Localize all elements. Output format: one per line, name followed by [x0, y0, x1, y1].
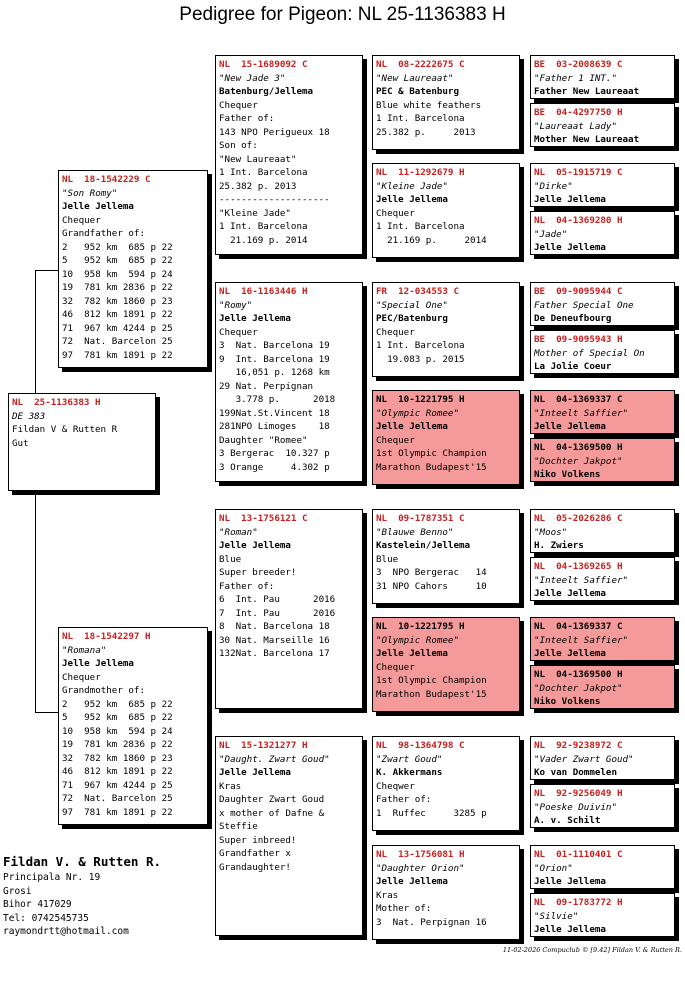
ring-number: NL 05-1915719 C	[534, 167, 623, 178]
owner-name: Father New Laureaat	[534, 86, 640, 97]
detail-line: Mother of:	[376, 903, 432, 914]
detail-line: 3 Orange 4.302 p	[219, 461, 330, 473]
detail-line: 3 Nat. Barcelona 19	[219, 340, 330, 351]
owner-name: De Deneufbourg	[534, 313, 612, 324]
detail-line: 1 Int. Barcelona	[376, 113, 465, 124]
ring-number: NL 04-1369337 C	[534, 394, 623, 405]
detail-line: Chequer	[376, 207, 415, 219]
detail-line: 19 781 km 2836 p 22	[62, 739, 173, 750]
owner-name: Jelle Jellema	[376, 648, 448, 659]
detail-line: Grandfather x	[219, 848, 291, 859]
detail-line: 1 Int. Barcelona	[376, 221, 465, 232]
great-grandparent-card[interactable]	[530, 282, 675, 326]
detail-line: 46 812 km 1891 p 22	[62, 309, 173, 320]
ring-number: NL 16-1163446 H	[219, 286, 308, 297]
detail-line: 5 952 km 685 p 22	[62, 712, 173, 723]
pigeon-name: "Special One"	[376, 299, 448, 311]
sss-card[interactable]	[372, 55, 520, 150]
ring-number: NL 01-1110401 C	[534, 849, 623, 860]
detail-line: Cheqwer	[376, 780, 415, 792]
pigeon-name: "Roman"	[219, 526, 258, 538]
sire-dam-card[interactable]	[215, 282, 363, 482]
ring-number: NL 10-1221795 H	[376, 621, 465, 632]
detail-line: Fildan V & Rutten R	[12, 424, 118, 435]
pigeon-name: "Olympic Romee"	[376, 407, 459, 419]
ring-number: NL 10-1221795 H	[376, 394, 465, 405]
breeder-email: raymondrtt@hotmail.com	[3, 926, 129, 937]
detail-line: 10 958 km 594 p 24	[62, 268, 173, 280]
ddd-card[interactable]	[372, 845, 520, 940]
detail-line: 25.382 p. 2013	[219, 180, 297, 192]
detail-line: Blue	[219, 553, 242, 565]
ring-number: NL 04-1369500 H	[534, 669, 623, 680]
ring-number: NL 13-1756121 C	[219, 513, 308, 524]
detail-line: Super inbreed!	[219, 834, 297, 846]
breeder-address-line: Grosi	[3, 885, 32, 897]
ring-number: NL 98-1364798 C	[376, 740, 465, 751]
great-grandparent-card[interactable]	[530, 736, 675, 780]
ring-number: BE 04-4297750 H	[534, 107, 623, 118]
ring-number: BE 09-9095943 H	[534, 334, 623, 345]
pigeon-name: "Orion"	[534, 862, 573, 874]
detail-line: Marathon Budapest'15	[376, 461, 487, 473]
ring-number: NL 92-9238972 C	[534, 740, 623, 751]
owner-name: Jelle Jellema	[62, 658, 134, 669]
detail-line: Blue white feathers	[376, 99, 482, 111]
pigeon-name: "New Jade 3"	[219, 72, 286, 84]
pigeon-name: "Dochter Jakpot"	[534, 682, 623, 694]
detail-line: 72 Nat. Barcelon 25	[62, 793, 173, 804]
connector-line	[35, 490, 36, 712]
breeder-name: Fildan V. & Rutten R.	[3, 854, 162, 869]
ring-number: NL 09-1787351 C	[376, 513, 465, 524]
dsd-card[interactable]	[372, 617, 520, 712]
detail-line: 29 Nat. Perpignan	[219, 380, 314, 392]
detail-line: 21.169 p. 2014	[219, 234, 308, 246]
detail-line: 3 Nat. Perpignan 16	[376, 916, 487, 928]
pigeon-name: "Laureaat Lady"	[534, 120, 617, 132]
ring-number: NL 18-1542229 C	[62, 174, 151, 185]
owner-name: Mother New Laureaat	[534, 134, 640, 145]
detail-line: Kras	[376, 889, 399, 901]
detail-line: 2 952 km 685 p 22	[62, 698, 173, 710]
ring-number: NL 92-9256049 H	[534, 788, 623, 799]
detail-line: 32 782 km 1860 p 23	[62, 752, 173, 764]
detail-line: Father of:	[376, 794, 432, 805]
detail-line: 3.778 p. 2018	[219, 394, 336, 405]
detail-line: Grandaughter!	[219, 861, 291, 873]
detail-line: Grandfather of:	[62, 228, 145, 239]
pigeon-name: "Father 1 INT."	[534, 72, 617, 84]
owner-name: Niko Volkens	[534, 469, 601, 480]
owner-name: Jelle Jellema	[534, 242, 606, 253]
detail-line: Chequer	[376, 326, 415, 338]
pigeon-name: "Inteelt Saffier"	[534, 634, 629, 646]
detail-line: 1 Int. Barcelona	[219, 167, 308, 178]
pigeon-name: "Daughter Orion"	[376, 862, 465, 874]
breeder-address-line: Principala Nr. 19	[3, 872, 101, 883]
ssd-card[interactable]	[372, 163, 520, 258]
detail-line: 2 952 km 685 p 22	[62, 241, 173, 253]
detail-line: 8 Nat. Barcelona 18	[219, 621, 330, 632]
detail-line: Daughter Zwart Goud	[219, 794, 325, 805]
ring-number: BE 09-9095944 C	[534, 286, 623, 297]
detail-line: 30 Nat. Marseille 16	[219, 634, 330, 646]
detail-line: 1 Ruffec 3285 p	[376, 807, 487, 819]
detail-line: Daughter "Romee"	[219, 434, 308, 446]
detail-line: Chequer	[376, 661, 415, 673]
detail-line: Chequer	[219, 326, 258, 338]
pigeon-name: "Silvie"	[534, 910, 579, 922]
owner-name: PEC/Batenburg	[376, 313, 448, 324]
detail-line: 71 967 km 4244 p 25	[62, 322, 173, 334]
breeder-address-line: Bihor 417029	[3, 899, 72, 910]
detail-line: 25.382 p. 2013	[376, 126, 476, 138]
pigeon-name: "Dochter Jakpot"	[534, 455, 623, 467]
owner-name: Jelle Jellema	[376, 421, 448, 432]
pigeon-name: "Blauwe Benno"	[376, 526, 454, 538]
owner-name: PEC & Batenburg	[376, 86, 459, 97]
detail-line: 71 967 km 4244 p 25	[62, 779, 173, 791]
page-title: Pedigree for Pigeon: NL 25-1136383 H	[179, 4, 506, 25]
detail-line: 97 781 km 1891 p 22	[62, 806, 173, 818]
owner-name: K. Akkermans	[376, 767, 443, 778]
great-grandparent-card[interactable]	[530, 617, 675, 661]
breeder-phone: Tel: 0742545735	[3, 912, 89, 924]
ring-number: NL 15-1689092 C	[219, 59, 308, 70]
detail-line: 1 Int. Barcelona	[219, 221, 308, 232]
detail-line: 132Nat. Barcelona 17	[219, 648, 330, 659]
detail-line: Chequer	[376, 434, 415, 446]
detail-line: 19 781 km 2836 p 22	[62, 282, 173, 293]
detail-line: 19.083 p. 2015	[376, 353, 465, 365]
ring-number: NL 09-1783772 H	[534, 897, 623, 908]
sdd-card[interactable]	[372, 390, 520, 485]
owner-name: Jelle Jellema	[219, 540, 291, 551]
pigeon-name: DE 383	[12, 410, 46, 422]
ring-number: NL 18-1542297 H	[62, 631, 151, 642]
ring-number: NL 25-1136383 H	[12, 397, 101, 408]
pigeon-name: "Inteelt Saffier"	[534, 407, 629, 419]
dam-card[interactable]	[58, 627, 208, 825]
detail-line: 32 782 km 1860 p 23	[62, 295, 173, 307]
pigeon-name: Father Special One	[534, 299, 634, 311]
ring-number: NL 11-1292679 H	[376, 167, 465, 178]
ring-number: NL 13-1756081 H	[376, 849, 465, 860]
detail-line: Father of:	[219, 113, 275, 124]
pigeon-name: "Vader Zwart Goud"	[534, 753, 634, 765]
sire-sire-card[interactable]	[215, 55, 363, 255]
owner-name: Jelle Jellema	[376, 194, 448, 205]
connector-line	[35, 270, 36, 395]
detail-line: x mother of Dafne &	[219, 807, 325, 819]
great-grandparent-card[interactable]	[530, 390, 675, 434]
pigeon-name: "Romy"	[219, 299, 253, 311]
pigeon-name: "Kleine Jade"	[376, 180, 448, 192]
detail-line: Chequer	[62, 671, 101, 683]
detail-line: 72 Nat. Barcelon 25	[62, 336, 173, 347]
owner-name: H. Zwiers	[534, 540, 584, 551]
pigeon-name: Mother of Special On	[534, 347, 645, 359]
detail-line: Chequer	[219, 99, 258, 111]
breeder-info	[3, 853, 161, 939]
great-grandparent-card[interactable]	[530, 103, 675, 147]
detail-line: 31 NPO Cahors 10	[376, 580, 487, 592]
detail-line: 10 958 km 594 p 24	[62, 725, 173, 737]
pigeon-name: "Poeske Duivin"	[534, 801, 617, 813]
detail-line: 6 Int. Pau 2016	[219, 594, 336, 605]
owner-name: Jelle Jellema	[219, 767, 291, 778]
ring-number: NL 15-1321277 H	[219, 740, 308, 751]
pigeon-name: "Dirke"	[534, 180, 573, 192]
detail-line: 3 NPO Bergerac 14	[376, 567, 487, 578]
great-grandparent-card[interactable]	[530, 211, 675, 255]
pigeon-name: "Inteelt Saffier"	[534, 574, 629, 586]
detail-line: 1 Int. Barcelona	[376, 340, 465, 351]
detail-line: Father of:	[219, 580, 275, 592]
owner-name: A. v. Schilt	[534, 815, 601, 826]
detail-line: Grandmother of:	[62, 685, 145, 696]
sire-card[interactable]	[58, 170, 208, 368]
owner-name: Jelle Jellema	[534, 876, 606, 887]
detail-line: Gut	[12, 437, 29, 449]
detail-line: 1st Olympic Champion	[376, 448, 487, 459]
pigeon-name: "New Laureaat"	[376, 72, 454, 84]
dds-card[interactable]	[372, 736, 520, 831]
owner-name: Batenburg/Jellema	[219, 86, 314, 97]
detail-line: Steffie	[219, 821, 258, 832]
detail-line: 21.169 p. 2014	[376, 234, 487, 246]
ring-number: NL 04-1369500 H	[534, 442, 623, 453]
owner-name: Ko van Dommelen	[534, 767, 617, 778]
detail-line: Chequer	[62, 214, 101, 226]
owner-name: Jelle Jellema	[534, 194, 606, 205]
detail-line: "New Laureaat"	[219, 153, 297, 165]
detail-line: 281NPO Limoges 18	[219, 421, 330, 432]
ring-number: NL 04-1369280 H	[534, 215, 623, 226]
owner-name: Kastelein/Jellema	[376, 540, 471, 551]
detail-line: Marathon Budapest'15	[376, 688, 487, 700]
footer-text: 11-02-2026 Compuclub © [9.42] Fildan V. & Rutten R.	[502, 946, 682, 954]
pigeon-name: "Olympic Romee"	[376, 634, 459, 646]
great-grandparent-card[interactable]	[530, 330, 675, 374]
great-grandparent-card[interactable]	[530, 438, 675, 482]
detail-line: 5 952 km 685 p 22	[62, 255, 173, 266]
great-grandparent-card[interactable]	[530, 55, 675, 99]
pigeon-name: "Moos"	[534, 526, 568, 538]
detail-line: Blue	[376, 553, 399, 565]
detail-line: "Kleine Jade"	[219, 207, 291, 219]
dam-sire-card[interactable]	[215, 509, 363, 709]
detail-line: 7 Int. Pau 2016	[219, 607, 336, 619]
detail-line: 1st Olympic Champion	[376, 675, 487, 686]
ring-number: NL 04-1369265 H	[534, 561, 623, 572]
owner-name: Jelle Jellema	[62, 201, 134, 212]
great-grandparent-card[interactable]	[530, 845, 675, 889]
owner-name: Jelle Jellema	[376, 876, 448, 887]
ring-number: NL 05-2026286 C	[534, 513, 623, 524]
dss-card[interactable]	[372, 509, 520, 604]
pigeon-name: "Daught. Zwart Goud"	[219, 753, 330, 765]
owner-name: Jelle Jellema	[534, 924, 606, 935]
owner-name: Jelle Jellema	[534, 421, 606, 432]
pigeon-name: "Romana"	[62, 644, 107, 656]
owner-name: Jelle Jellema	[534, 588, 606, 599]
detail-line: Kras	[219, 780, 242, 792]
ring-number: NL 04-1369337 C	[534, 621, 623, 632]
pigeon-name: "Zwart Goud"	[376, 753, 443, 765]
subject-card[interactable]	[8, 393, 156, 491]
great-grandparent-card[interactable]	[530, 784, 675, 828]
owner-name: Jelle Jellema	[219, 313, 291, 324]
pigeon-name: "Son Romy"	[62, 187, 118, 199]
great-grandparent-card[interactable]	[530, 163, 675, 207]
pigeon-name: "Jade"	[534, 228, 568, 240]
dam-dam-card[interactable]	[215, 736, 363, 936]
detail-line: Son of:	[219, 140, 258, 151]
ring-number: FR 12-034553 C	[376, 286, 459, 297]
detail-line: 97 781 km 1891 p 22	[62, 349, 173, 361]
detail-line: 9 Int. Barcelona 19	[219, 353, 330, 365]
ring-number: BE 03-2008639 C	[534, 59, 623, 70]
connector-line	[35, 270, 60, 271]
sds-card[interactable]	[372, 282, 520, 377]
ring-number: NL 08-2222675 C	[376, 59, 465, 70]
detail-line: 46 812 km 1891 p 22	[62, 766, 173, 777]
connector-line	[35, 712, 60, 713]
detail-line: 199Nat.St.Vincent 18	[219, 407, 330, 419]
detail-line: Super breeder!	[219, 567, 297, 578]
great-grandparent-card[interactable]	[530, 509, 675, 553]
great-grandparent-card[interactable]	[530, 893, 675, 937]
detail-line: 3 Bergerac 10.327 p	[219, 448, 330, 459]
great-grandparent-card[interactable]	[530, 557, 675, 601]
detail-line: --------------------	[219, 194, 330, 205]
owner-name: Jelle Jellema	[534, 648, 606, 659]
great-grandparent-card[interactable]	[530, 665, 675, 709]
owner-name: Niko Volkens	[534, 696, 601, 707]
detail-line: 16,051 p. 1268 km	[219, 367, 330, 378]
owner-name: La Jolie Coeur	[534, 361, 612, 372]
detail-line: 143 NPO Perigueux 18	[219, 126, 330, 138]
